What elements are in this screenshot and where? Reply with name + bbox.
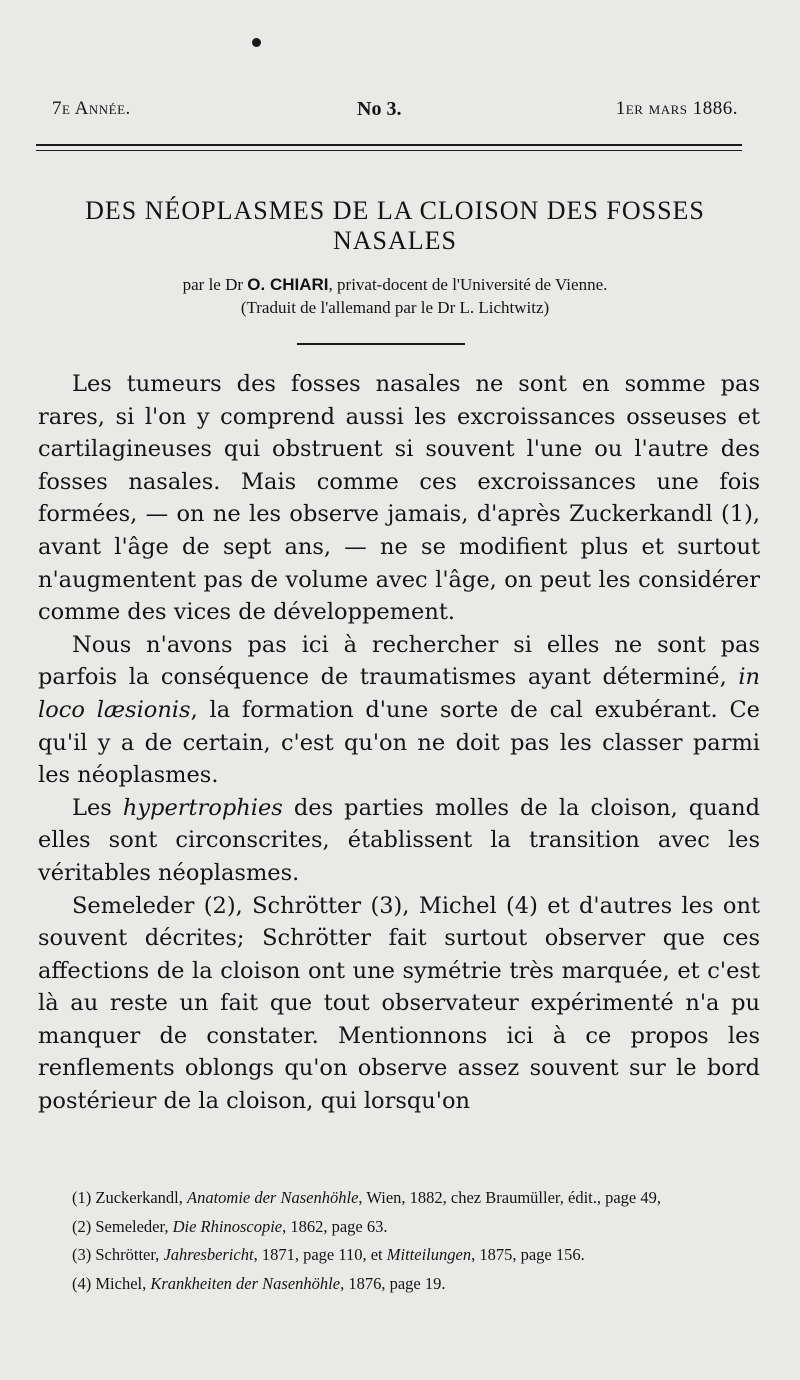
fn2-b: , 1862, page 63. <box>282 1216 388 1236</box>
author-prefix: par le Dr <box>182 275 248 294</box>
fn2-a: (2) Semeleder, <box>72 1216 173 1236</box>
paragraph-2 <box>38 629 760 792</box>
p2-text-a: Nous n'avons pas ici à rechercher si elles ne sont pas parfois la conséquence de traumatismes ayant déterminé, <box>38 631 760 691</box>
issue-number: No 3. <box>357 98 402 120</box>
title-line-2: NASALES <box>332 226 457 255</box>
fn3-i: Jahresbericht <box>163 1245 254 1264</box>
fn2-i: Die Rhinoscopie <box>172 1216 283 1236</box>
fn4-a: (4) Michel, <box>72 1273 151 1293</box>
author-affiliation: , privat-docent de l'Université de Vienne. <box>328 275 608 294</box>
fn1-b: , Wien, 1882, chez Braumüller, édit., page 49, <box>358 1188 662 1207</box>
title-line-1: DES NÉOPLASMES DE LA CLOISON DES FOSSES <box>85 196 705 225</box>
fn3-c: , 1875, page 156. <box>471 1245 585 1264</box>
fn3-b: , 1871, page 110, et <box>253 1245 387 1264</box>
issue-date: 1er mars 1886. <box>615 98 738 119</box>
footnote-1 <box>50 1184 760 1213</box>
fn3-i2: Mitteilungen <box>386 1245 472 1264</box>
p3-text-b: des parties molles de la cloison, quand elles sont circonscrites, établissent la transition avec les véritables néoplasmes. <box>38 794 760 886</box>
header-rule-thick <box>36 144 742 146</box>
author-line <box>30 273 760 296</box>
p3-text-a: Les <box>72 794 123 821</box>
paragraph-3 <box>38 792 760 890</box>
running-header <box>52 98 738 122</box>
header-rule-thin <box>36 150 742 151</box>
p3-italic: hypertrophies <box>122 794 283 821</box>
year-label: 7e Année. <box>52 98 131 119</box>
footnotes <box>50 1184 760 1298</box>
ink-dot <box>252 38 261 47</box>
fn1-a: (1) Zuckerkandl, <box>72 1188 187 1207</box>
p2-italic: in loco læsionis <box>38 664 760 723</box>
fn3-a: (3) Schrötter, <box>72 1245 164 1264</box>
fn4-b: , 1876, page 19. <box>340 1273 446 1293</box>
footnote-3 <box>50 1241 760 1270</box>
translator-line: (Traduit de l'allemand par le Dr L. Lichtwitz) <box>240 298 550 317</box>
p2-text-b: , la formation d'une sorte de cal exubérant. Ce qu'il y a de certain, c'est qu'on ne doit pas les classer parmi les néoplasmes. <box>38 696 760 789</box>
article-title <box>30 196 760 256</box>
article-body <box>38 368 760 1118</box>
fn1-i: Anatomie der Nasenhöhle <box>187 1188 359 1207</box>
fn4-i: Krankheiten der Nasenhöhle <box>150 1273 341 1293</box>
paragraph-4: Semeleder (2), Schrötter (3), Michel (4) et d'autres les ont souvent décrites; Schrötter fait surtout observer que ces affections de la cloison ont une symétrie très marquée, et c'est là au reste un fait que tout observateur expérimenté n'a pu manquer de constater. Mentionnons ici à ce propos les renflements oblongs qu'on observe assez souvent sur le bord postérieur de la cloison, qui lorsqu'on <box>38 892 760 1115</box>
footnote-4 <box>50 1270 760 1299</box>
author-block <box>30 273 760 319</box>
footnote-2 <box>50 1213 760 1242</box>
author-name: O. CHIARI <box>247 275 329 294</box>
title-separator <box>297 343 465 345</box>
paragraph-1: Les tumeurs des fosses nasales ne sont en somme pas rares, si l'on y comprend aussi les excroissances osseuses et cartilagineuses qui obstruent si souvent l'une ou l'autre des fosses nasales. Mais comme ces excroissances une fois formées, — on ne les observe jamais, d'après Zuckerkandl (1), avant l'âge de sept ans, — ne se modifient plus et surtout n'augmentent pas de volume avec l'âge, on peut les considérer comme des vices de développement. <box>38 371 760 626</box>
